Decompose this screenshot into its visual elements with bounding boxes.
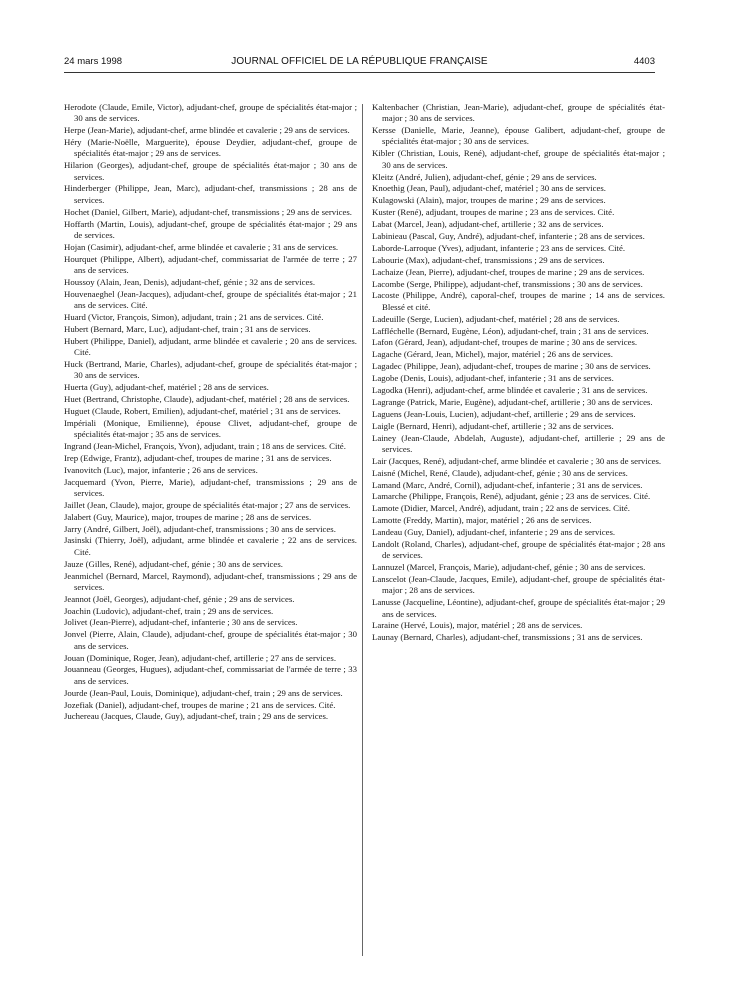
list-entry: Ingrand (Jean-Michel, François, Yvon), adjudant, train ; 18 ans de services. Cité. [64,440,346,451]
list-entry: Huerta (Guy), adjudant-chef, matériel ; 28 ans de services. [64,382,269,393]
list-entry: Lamote (Didier, Marcel, André), adjudant, train ; 22 ans de services. Cité. [372,503,630,514]
list-entry: Jarry (André, Gilbert, Joël), adjudant-chef, transmissions ; 30 ans de services. [64,523,336,534]
list-entry: Lanusse (Jacqueline, Léontine), adjudant-chef, groupe de spécialités état-major ; 29 ans de services. [372,597,666,619]
list-entry: Kibler (Christian, Louis, René), adjudant-chef, groupe de spécialités état-major ; 30 ans de services. [372,148,665,170]
list-entry: Lamarche (Philippe, François, René), adjudant, génie ; 23 ans de services. Cité. [372,491,651,502]
list-entry: Lainey (Jean-Claude, Abdelah, Auguste), adjudant-chef, artillerie ; 29 ans de services. [372,432,665,454]
list-entry: Laisné (Michel, René, Claude), adjudant-chef, génie ; 30 ans de services. [372,467,628,478]
list-entry: Landeau (Guy, Daniel), adjudant-chef, infanterie ; 29 ans de services. [372,527,616,538]
list-entry: Lair (Jacques, René), adjudant-chef, arme blindée et cavalerie ; 30 ans de services. [372,455,662,466]
list-entry: Hojan (Casimir), adjudant-chef, arme blindée et cavalerie ; 31 ans de services. [64,241,339,252]
list-entry: Laguens (Jean-Louis, Lucien), adjudant-chef, artillerie ; 29 ans de services. [372,408,636,419]
list-entry: Jeannot (Joël, Georges), adjudant-chef, génie ; 29 ans de services. [64,593,295,604]
list-entry: Hourquet (Philippe, Albert), adjudant-chef, commissariat de l'armée de terre ; 27 ans de services. [64,253,357,275]
list-entry: Hoffarth (Martin, Louis), adjudant-chef, groupe de spécialités état-major ; 29 ans de services. [64,218,357,240]
list-entry: Jauze (Gilles, René), adjudant-chef, génie ; 30 ans de services. [64,558,283,569]
list-entry: Lacoste (Philippe, André), caporal-chef, troupes de marine ; 14 ans de services. Blessé et cité. [372,290,665,312]
list-entry: Juchereau (Jacques, Claude, Guy), adjudant-chef, train ; 29 ans de services. [64,711,329,722]
list-entry: Lannuzel (Marcel, François, Marie), adjudant-chef, génie ; 30 ans de services. [372,562,646,573]
list-entry: Kuster (René), adjudant, troupes de marine ; 23 ans de services. Cité. [372,207,615,218]
list-entry: Hochet (Daniel, Gilbert, Marie), adjudant-chef, transmissions ; 29 ans de services. [64,206,352,217]
list-entry: Ivanovitch (Luc), major, infanterie ; 26 ans de services. [64,464,258,475]
list-entry: Ladeuille (Serge, Lucien), adjudant-chef, matériel ; 28 ans de services. [372,313,620,324]
list-entry: Jonvel (Pierre, Alain, Claude), adjudant-chef, groupe de spécialités état-major ; 30 ans de services. [64,629,357,651]
header-date: 24 mars 1998 [64,56,123,67]
list-entry: Jasinski (Thierry, Joël), adjudant, arme blindée et cavalerie ; 22 ans de services. Cité. [64,535,357,557]
list-entry: Labat (Marcel, Jean), adjudant-chef, artillerie ; 32 ans de services. [372,219,604,230]
list-entry: Hubert (Philippe, Daniel), adjudant, arme blindée et cavalerie ; 20 ans de services. Cité. [64,335,357,357]
list-entry: Herpe (Jean-Marie), adjudant-chef, arme blindée et cavalerie ; 29 ans de services. [64,125,350,136]
list-entry: Lamand (Marc, André, Cornil), adjudant-chef, infanterie ; 31 ans de services. [372,479,643,490]
list-entry: Huard (Victor, François, Simon), adjudant, train ; 21 ans de services. Cité. [64,311,324,322]
list-entry: Huet (Bertrand, Christophe, Claude), adjudant-chef, matériel ; 28 ans de services. [64,393,350,404]
list-entry: Lagobe (Denis, Louis), adjudant-chef, infanterie ; 31 ans de services. [372,373,614,384]
list-entry: Hinderberger (Philippe, Jean, Marc), adjudant-chef, transmissions ; 28 ans de services. [64,183,357,205]
list-entry: Laborde-Larroque (Yves), adjudant, infanterie ; 23 ans de services. Cité. [372,242,626,253]
list-entry: Jouanneau (Georges, Hugues), adjudant-chef, commissariat de l'armée de terre ; 33 ans de services. [64,664,357,686]
list-entry: Lagodka (Henri), adjudant-chef, arme blindée et cavalerie ; 31 ans de services. [372,385,648,395]
list-entry: Laigle (Bernard, Henri), adjudant-chef, artillerie ; 32 ans de services. [372,420,614,431]
list-entry: Laraine (Hervé, Louis), major, matériel ; 28 ans de services. [372,620,583,631]
list-entry: Houvenaeghel (Jean-Jacques), adjudant-chef, groupe de spécialités état-major ; 21 ans de services. Cité. [64,288,357,310]
list-entry: Héry (Marie-Noëlle, Marguerite), épouse Deydier, adjudant-chef, groupe de spécialités état-major ; 29 ans de services. [64,137,357,159]
list-entry: Kleitz (André, Julien), adjudant-chef, génie ; 29 ans de services. [372,171,597,182]
page-header [64,56,655,70]
header-rule [64,72,655,73]
list-entry: Lachaize (Jean, Pierre), adjudant-chef, troupes de marine ; 29 ans de services. [372,266,645,277]
list-entry: Jolivet (Jean-Pierre), adjudant-chef, infanterie ; 30 ans de services. [64,617,298,628]
list-entry: Lagadec (Philippe, Jean), adjudant-chef, troupes de marine ; 30 ans de services. [372,361,651,372]
list-entry: Labourie (Max), adjudant-chef, transmissions ; 29 ans de services. [372,254,605,265]
list-entry: Jalabert (Guy, Maurice), major, troupes de marine ; 28 ans de services. [64,511,312,522]
column-divider [362,104,363,956]
list-entry: Jaillet (Jean, Claude), major, groupe de spécialités état-major ; 27 ans de services. [64,499,351,510]
right-column [372,102,665,644]
list-entry: Launay (Bernard, Charles), adjudant-chef, transmissions ; 31 ans de services. [372,632,643,643]
list-entry: Jacquemard (Yvon, Pierre, Marie), adjudant-chef, transmissions ; 29 ans de services. [64,476,357,498]
list-entry: Hilarion (Georges), adjudant-chef, groupe de spécialités état-major ; 30 ans de services. [64,160,357,182]
list-entry: Laffléchelle (Bernard, Eugène, Léon), adjudant-chef, train ; 31 ans de services. [372,325,649,336]
list-entry: Knoethig (Jean, Paul), adjudant-chef, matériel ; 30 ans de services. [372,183,606,194]
list-entry: Lamotte (Freddy, Martin), major, matériel ; 26 ans de services. [372,515,592,526]
list-entry: Lagrange (Patrick, Marie, Eugène), adjudant-chef, artillerie ; 30 ans de services. [372,396,653,407]
list-entry: Huck (Bertrand, Marie, Charles), adjudant-chef, groupe de spécialités état-major ; 30 ans de services. [64,358,357,381]
list-entry: Jouan (Dominique, Roger, Jean), adjudant-chef, artillerie ; 27 ans de services. [64,652,337,663]
list-entry: Herodote (Claude, Emile, Victor), adjudant-chef, groupe de spécialités état-major ; 30 ans de services. [64,102,357,124]
list-entry: Impériali (Monique, Emilienne), épouse Clivet, adjudant-chef, groupe de spécialités état-major ; 35 ans de services. [64,417,357,439]
journal-title: JOURNAL OFFICIEL DE LA RÉPUBLIQUE FRANÇAISE [231,56,488,67]
list-entry: Houssoy (Alain, Jean, Denis), adjudant-chef, génie ; 32 ans de services. [64,276,316,287]
list-entry: Kaltenbacher (Christian, Jean-Marie), adjudant-chef, groupe de spécialités état-major ; 30 ans de services. [372,102,665,124]
list-entry: Jourde (Jean-Paul, Louis, Dominique), adjudant-chef, train ; 29 ans de services. [64,687,343,698]
list-entry: Irep (Edwige, Frantz), adjudant-chef, troupes de marine ; 31 ans de services. [64,452,332,463]
list-entry: Jeanmichel (Bernard, Marcel, Raymond), adjudant-chef, transmissions ; 29 ans de services. [64,570,357,592]
list-entry: Lanscelot (Jean-Claude, Jacques, Emile), adjudant-chef, groupe de spécialités état-major ; 28 ans de services. [372,574,665,596]
list-entry: Huguet (Claude, Robert, Emilien), adjudant-chef, matériel ; 31 ans de services. [64,405,341,416]
list-entry: Joachin (Ludovic), adjudant-chef, train ; 29 ans de services. [64,605,274,616]
list-entry: Lafon (Gérard, Jean), adjudant-chef, troupes de marine ; 30 ans de services. [372,337,638,348]
list-entry: Hubert (Bernard, Marc, Luc), adjudant-chef, train ; 31 ans de services. [64,323,311,334]
list-entry: Labinieau (Pascal, Guy, André), adjudant-chef, infanterie ; 28 ans de services. [372,231,645,242]
list-entry: Kersse (Danielle, Marie, Jeanne), épouse Galibert, adjudant-chef, groupe de spécialités état-major ; 30 ans de services. [372,125,665,147]
list-entry: Landolt (Roland, Charles), adjudant-chef, groupe de spécialités état-major ; 28 ans de services. [372,538,665,561]
list-entry: Kulagowski (Alain), major, troupes de marine ; 29 ans de services. [372,195,606,206]
left-column [64,102,357,723]
list-entry: Lagache (Gérard, Jean, Michel), major, matériel ; 26 ans de services. [372,349,613,360]
page-number: 4403 [633,56,655,67]
list-entry: Lacombe (Serge, Philippe), adjudant-chef, transmissions ; 30 ans de services. [372,278,643,289]
list-entry: Jozefiak (Daniel), adjudant-chef, troupes de marine ; 21 ans de services. Cité. [64,699,336,710]
